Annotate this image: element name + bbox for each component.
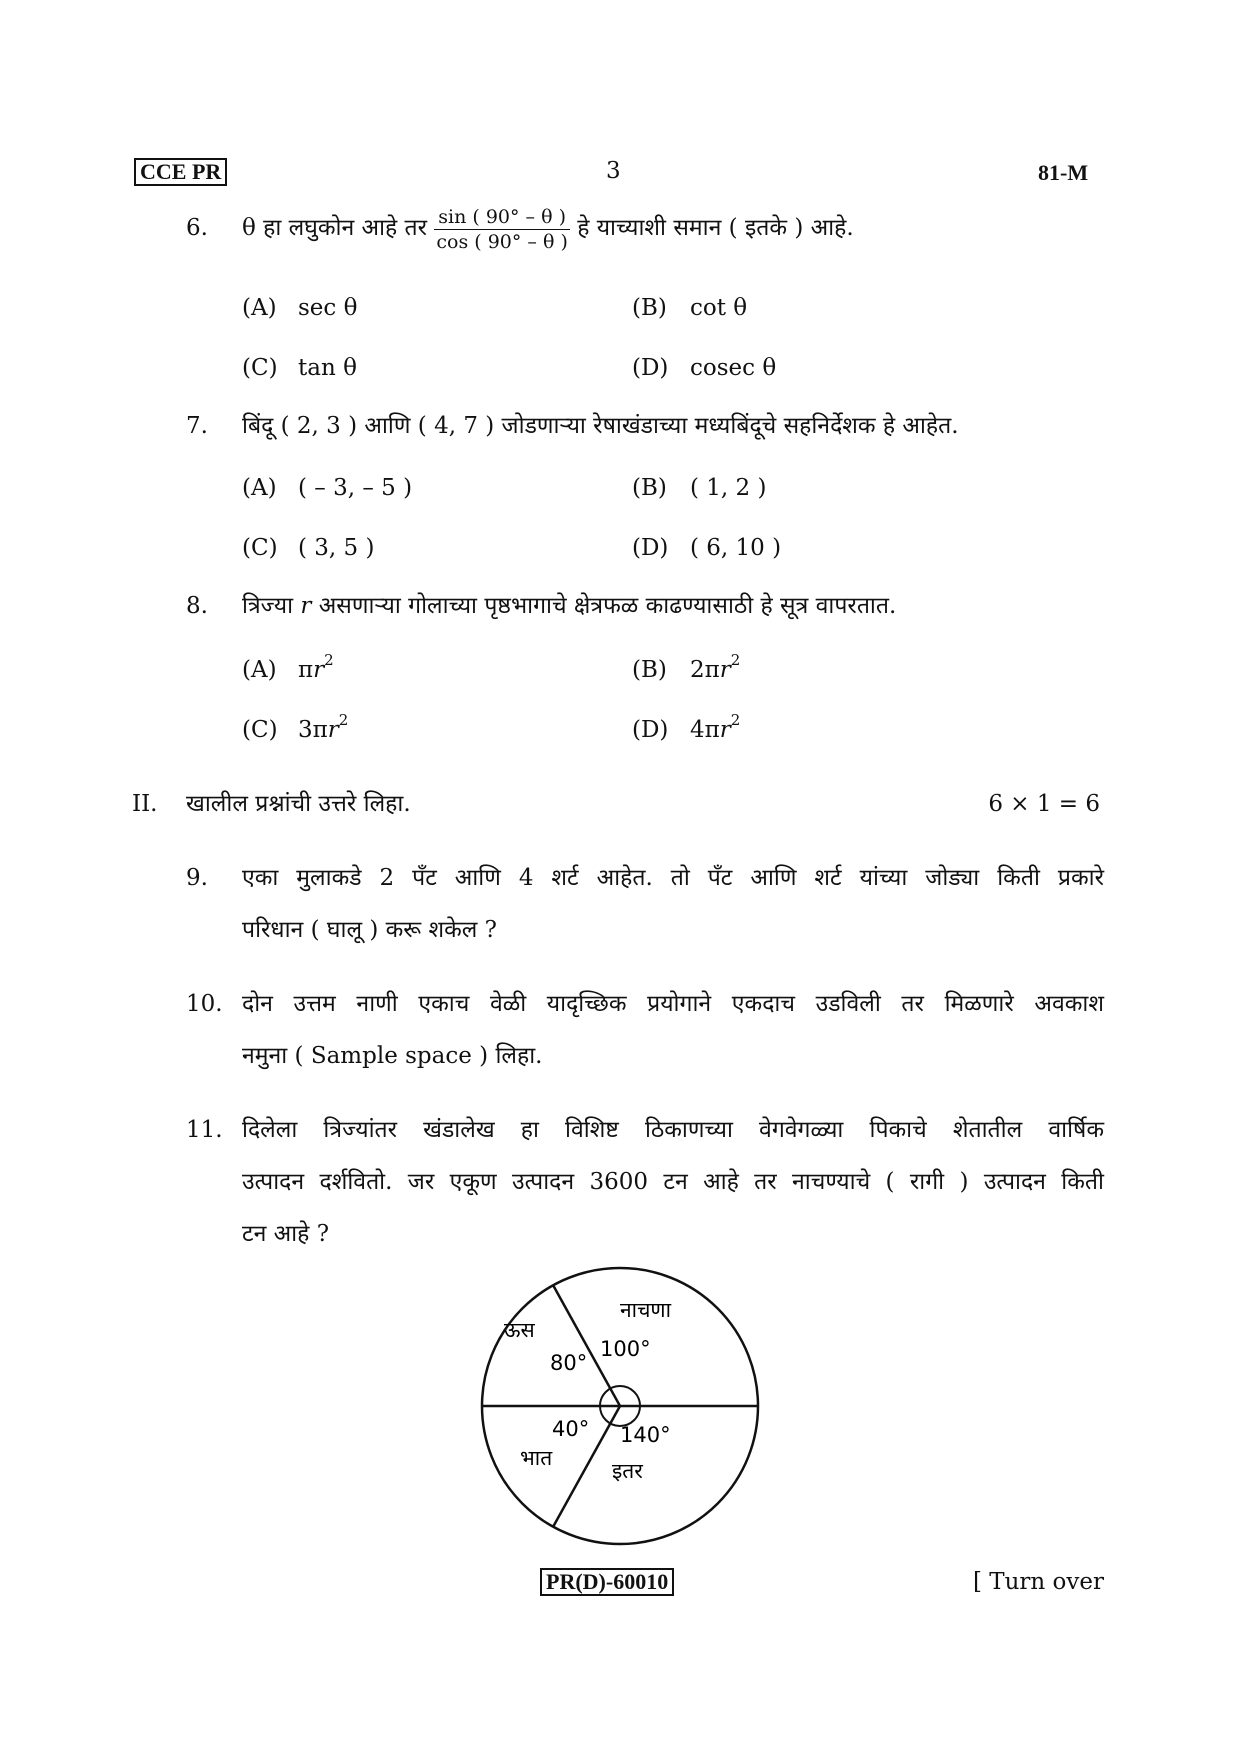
q11-line2: उत्पादन दर्शवितो. जर एकूण उत्पादन 3600 टन आहे तर नाचण्याचे ( रागी ) उत्पादन किती — [242, 1169, 1104, 1195]
q8-variable: r — [300, 593, 312, 619]
q8-option-a-var: r — [313, 657, 325, 683]
header-right-code: 81-M — [1038, 160, 1089, 185]
q8-text-after: असणाऱ्या गोलाच्या पृष्ठभागाचे क्षेत्रफळ काढण्यासाठी हे सूत्र वापरतात. — [318, 593, 897, 619]
page-number: 3 — [606, 158, 621, 184]
q7-option-d-value: ( 6, 10 ) — [690, 535, 782, 561]
pie-angle-nachna: 100° — [600, 1337, 651, 1361]
q8-option-b-exp: 2 — [730, 651, 741, 670]
q7-option-a-letter: (A) — [242, 475, 277, 501]
q8-option-b-value — [690, 651, 741, 686]
q8-option-d-exp: 2 — [730, 711, 741, 730]
q8-option-b-var: r — [719, 657, 731, 683]
q6-option-c-letter: (C) — [242, 355, 278, 381]
q7-option-c-letter: (C) — [242, 535, 278, 561]
header-left-code: CCE PR — [134, 158, 227, 186]
q8-option-a-exp: 2 — [324, 651, 334, 670]
section2-title: खालील प्रश्नांची उत्तरे लिहा. — [186, 791, 411, 817]
q8-option-c-var: r — [327, 717, 339, 743]
q8-option-b-letter: (B) — [632, 657, 667, 683]
q6-option-c-value: tan θ — [298, 355, 357, 381]
q6-option-d-letter: (D) — [632, 355, 669, 381]
q10-line2: नमुना ( Sample space ) लिहा. — [242, 1043, 543, 1069]
q7-text: बिंदू ( 2, 3 ) आणि ( 4, 7 ) जोडणाऱ्या रेषाखंडाच्या मध्यबिंदूचे सहनिर्देशक हे आहेत. — [242, 413, 959, 439]
q6-option-d-value: cosec θ — [690, 355, 777, 381]
q8-option-a-letter: (A) — [242, 657, 277, 683]
q10-number: 10. — [186, 991, 223, 1017]
pie-angle-us: 80° — [550, 1351, 588, 1375]
q6-option-a-letter: (A) — [242, 295, 277, 321]
q7-option-a-value: ( – 3, – 5 ) — [298, 475, 413, 501]
q11-line3: टन आहे ? — [242, 1221, 330, 1247]
q8-option-b-coef: 2π — [690, 657, 720, 683]
q7-option-b-value: ( 1, 2 ) — [690, 475, 767, 501]
q7-option-b-letter: (B) — [632, 475, 667, 501]
q7-option-c-value: ( 3, 5 ) — [298, 535, 375, 561]
pie-angle-bhat: 40° — [552, 1417, 590, 1441]
q8-number: 8. — [186, 593, 208, 619]
q8-text-before: त्रिज्या — [242, 593, 294, 619]
q8-option-c-letter: (C) — [242, 717, 278, 743]
q8-question — [242, 590, 896, 622]
footer-turn-over: [ Turn over — [972, 1569, 1104, 1595]
q6-number: 6. — [186, 215, 208, 241]
footer-code: PR(D)-60010 — [540, 1568, 674, 1596]
q7-option-d-letter: (D) — [632, 535, 669, 561]
pie-label-itar: इतर — [612, 1459, 643, 1483]
q8-option-a-value — [298, 651, 334, 686]
q10-line1: दोन उत्तम नाणी एकाच वेळी यादृच्छिक प्रयोगाने एकदाच उडविली तर मिळणारे अवकाश — [242, 991, 1104, 1017]
pie-label-us: ऊस — [504, 1318, 535, 1342]
q9-number: 9. — [186, 865, 208, 891]
q8-option-c-exp: 2 — [338, 711, 349, 730]
q11-pie-chart — [470, 1262, 770, 1562]
pie-label-nachna: नाचणा — [620, 1298, 672, 1322]
q6-text-after: हे याच्याशी समान ( इतके ) आहे. — [577, 215, 854, 241]
q8-option-d-coef: 4π — [690, 717, 720, 743]
q6-fraction-denominator: cos ( 90° – θ ) — [436, 230, 568, 253]
q6-option-b-value: cot θ — [690, 295, 748, 321]
q6-fraction-numerator: sin ( 90° – θ ) — [434, 205, 569, 230]
q8-option-c-value — [298, 711, 349, 746]
q9-line2: परिधान ( घालू ) करू शकेल ? — [242, 917, 498, 943]
section2-number: II. — [132, 791, 158, 817]
pie-label-bhat: भात — [520, 1446, 553, 1470]
q6-option-a-value: sec θ — [298, 295, 358, 321]
q7-number: 7. — [186, 413, 208, 439]
q6-option-b-letter: (B) — [632, 295, 667, 321]
section2-marks: 6 × 1 = 6 — [988, 791, 1100, 817]
q11-number: 11. — [186, 1117, 223, 1143]
q8-option-d-value — [690, 711, 741, 746]
q9-line1: एका मुलाकडे 2 पँट आणि 4 शर्ट आहेत. तो पँट आणि शर्ट यांच्या जोड्या किती प्रकारे — [242, 865, 1104, 891]
q11-line1: दिलेला त्रिज्यांतर खंडालेख हा विशिष्ट ठिकाणच्या वेगवेगळ्या पिकाचे शेतातील वार्षिक — [242, 1117, 1104, 1143]
pie-angle-itar: 140° — [620, 1423, 671, 1447]
q8-option-c-coef: 3π — [298, 717, 328, 743]
q6-question — [242, 196, 854, 260]
q8-option-d-var: r — [719, 717, 731, 743]
q8-option-d-letter: (D) — [632, 717, 669, 743]
q6-fraction — [434, 205, 569, 254]
q6-text-before: θ हा लघुकोन आहे तर — [242, 215, 428, 241]
q8-option-a-coef: π — [298, 657, 314, 683]
